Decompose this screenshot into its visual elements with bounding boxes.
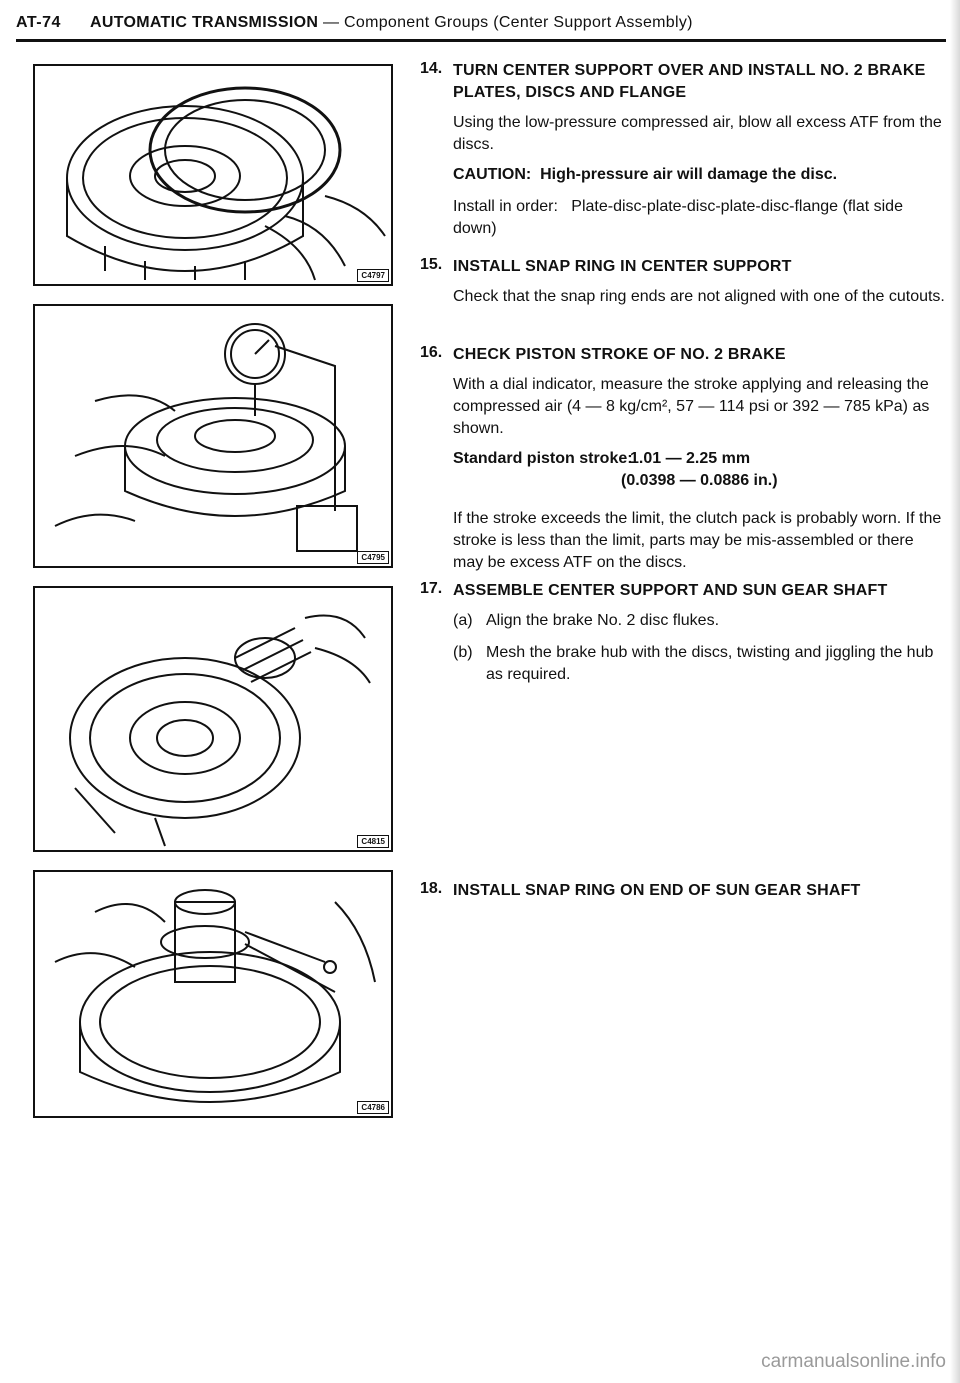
step-text: Check that the snap ring ends are not aligned with one of the cutouts. — [453, 288, 945, 305]
section-title — [90, 14, 693, 32]
substep-label: (a) — [453, 612, 473, 629]
step-text: If the stroke exceeds the limit, the clutch pack is probably worn. If the stroke is less than the limit, parts may be mis-assembled or there may be excess ATF on the discs. — [453, 510, 942, 571]
install-order — [453, 196, 948, 240]
step-text: Using the low-pressure compressed air, blow all excess ATF from the discs. — [453, 114, 942, 153]
spec-label: Standard piston stroke: — [453, 450, 633, 467]
section-title-main: AUTOMATIC TRANSMISSION — [90, 14, 319, 31]
substep-text: Mesh the brake hub with the discs, twisting and jiggling the hub as required. — [486, 644, 934, 683]
site-watermark: carmanualsonline.info — [761, 1351, 946, 1372]
figure-code: C4815 — [357, 835, 389, 848]
figure-code: C4795 — [357, 551, 389, 564]
illustration-snap-ring — [35, 872, 391, 1116]
spec-value-in: (0.0398 — 0.0886 in.) — [621, 472, 778, 489]
figure-assemble-sun-gear — [33, 586, 393, 852]
step-number: 17. — [420, 580, 443, 597]
substep-text: Align the brake No. 2 disc flukes. — [486, 612, 720, 629]
page-edge-shadow — [950, 0, 960, 1383]
step-number: 15. — [420, 256, 443, 273]
step-number: 16. — [420, 344, 443, 361]
figure-install-plates — [33, 64, 393, 286]
step-heading: CHECK PISTON STROKE OF NO. 2 BRAKE — [453, 346, 786, 363]
figure-code: C4786 — [357, 1101, 389, 1114]
step-text: With a dial indicator, measure the stroke applying and releasing the compressed air (4 — 8 kg/cm², 57 — 114 psi or 392 — 785 kPa) as shown. — [453, 376, 930, 437]
spec-value-mm: 1.01 — 2.25 mm — [630, 450, 751, 467]
caution-label: CAUTION: — [453, 166, 532, 183]
step-heading: ASSEMBLE CENTER SUPPORT AND SUN GEAR SHAFT — [453, 582, 888, 599]
section-title-sub: — Component Groups (Center Support Assembly) — [318, 14, 693, 31]
illustration-brake-plates — [35, 66, 391, 284]
step-number: 14. — [420, 60, 443, 77]
install-order-label: Install in order: — [453, 198, 558, 215]
illustration-sun-gear-shaft — [35, 588, 391, 850]
page-header — [16, 6, 946, 38]
page-number: AT-74 — [16, 14, 61, 31]
caution-note — [453, 164, 948, 186]
step-heading: INSTALL SNAP RING ON END OF SUN GEAR SHAFT — [453, 882, 861, 899]
figure-code: C4797 — [357, 269, 389, 282]
figure-snap-ring — [33, 870, 393, 1118]
step-heading: TURN CENTER SUPPORT OVER AND INSTALL NO. 2 BRAKE PLATES, DISCS AND FLANGE — [453, 62, 926, 101]
step-number: 18. — [420, 880, 443, 897]
step-heading: INSTALL SNAP RING IN CENTER SUPPORT — [453, 258, 792, 275]
substep-label: (b) — [453, 644, 473, 661]
illustration-dial-indicator — [35, 306, 391, 566]
figure-dial-indicator — [33, 304, 393, 568]
header-rule — [16, 39, 946, 42]
caution-text: High-pressure air will damage the disc. — [540, 166, 838, 183]
install-order-text: Plate-disc-plate-disc-plate-disc-flange (flat side down) — [453, 198, 903, 237]
